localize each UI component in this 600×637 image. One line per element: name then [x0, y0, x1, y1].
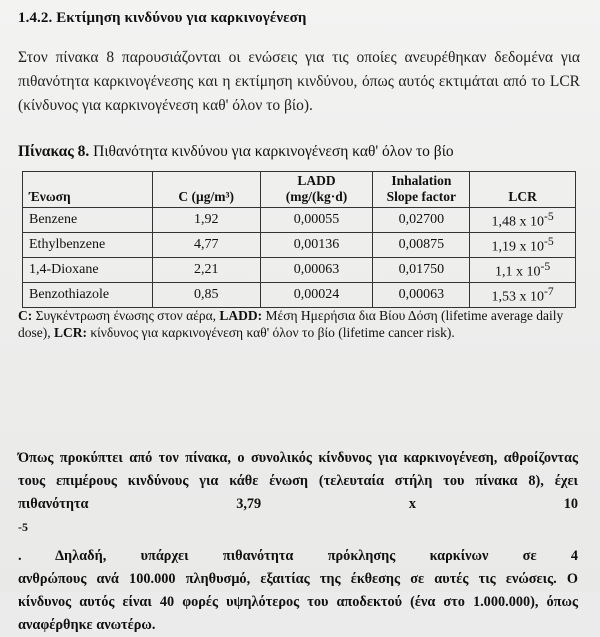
- cell-ladd: 0,00136: [260, 233, 373, 258]
- table-row: [23, 233, 576, 258]
- table-row: [23, 283, 576, 308]
- conclusion-risk-text: πιθανότητα 3,79 x 10: [18, 496, 578, 512]
- conclusion-line: αναφέρθηκε ανωτέρω.: [18, 616, 156, 633]
- cell-lcr: [470, 258, 576, 283]
- lcr-exponent: -5: [540, 259, 551, 273]
- cell-ladd: 0,00063: [260, 258, 373, 283]
- conclusion-line: τους επιμέρους κινδύνους για κάθε ένωση (τελευταία στήλη του πίνακα 8), έχει: [18, 473, 578, 489]
- cell-ladd: 0,00055: [260, 208, 373, 233]
- cell-compound: 1,4-Dioxane: [23, 258, 153, 283]
- table-row: [23, 208, 576, 233]
- cell-slope: 0,00063: [373, 283, 470, 308]
- note-c-label: C:: [18, 308, 33, 323]
- lcr-mantissa: 1,19 x 10: [491, 239, 545, 255]
- cell-lcr: [470, 208, 576, 233]
- conclusion-risk-exponent: -5: [18, 520, 28, 534]
- lcr-exponent: -5: [544, 209, 554, 223]
- cell-c: 2,21: [152, 258, 260, 283]
- cell-slope: 0,02700: [373, 208, 470, 233]
- lcr-exponent: -5: [544, 234, 554, 248]
- cell-c: 0,85: [152, 283, 260, 308]
- cell-compound: Ethylbenzene: [23, 233, 153, 258]
- header-compound: Ένωση: [23, 172, 153, 208]
- lcr-exponent: -7: [544, 284, 554, 298]
- table-caption-number: Πίνακας 8.: [18, 143, 90, 160]
- conclusion-risk-rest: . Δηλαδή, υπάρχει πιθανότητα πρόκλησης καρκίνων σε 4: [18, 547, 578, 564]
- cell-ladd: 0,00024: [260, 283, 373, 308]
- intro-line: πιθανότητα καρκινογένεσης και η εκτίμηση κινδύνου, όπως αυτός εκτιμάται από το LCR: [18, 73, 580, 90]
- table-header-row: [23, 172, 576, 208]
- cell-c: 4,77: [152, 233, 260, 258]
- table-note: [18, 307, 588, 341]
- note-ladd-label: LADD:: [219, 308, 263, 323]
- lcr-mantissa: 1,1 x 10: [495, 264, 541, 280]
- note-lcr-text: κίνδυνος για καρκινογένεση καθ' όλον το βίο (lifetime cancer risk).: [87, 325, 455, 340]
- note-lcr-label: LCR:: [54, 325, 87, 340]
- table-caption: [18, 143, 454, 161]
- note-ladd-text: Μέση Ημερήσια δια Βίου Δόση (lifetime average daily dose),: [18, 308, 564, 340]
- header-lcr: LCR: [470, 172, 576, 208]
- risk-table: [22, 171, 576, 308]
- cell-lcr: [470, 283, 576, 308]
- intro-line: (κίνδυνος για καρκινογένεση καθ' όλον το βίο).: [18, 97, 313, 114]
- cell-compound: Benzothiazole: [23, 283, 153, 308]
- intro-paragraph: [18, 46, 580, 118]
- conclusion-line: Όπως προκύπτει από τον πίνακα, ο συνολικός κίνδυνος για καρκινογένεση, αθροίζοντας: [18, 450, 578, 466]
- cell-compound: Benzene: [23, 208, 153, 233]
- header-slope-line1: Inhalation: [391, 173, 452, 188]
- conclusion-line: [18, 493, 578, 568]
- header-ladd: LADD (mg/(kg·d): [260, 172, 373, 208]
- note-c-text: Συγκέντρωση ένωσης στον αέρα,: [32, 308, 220, 323]
- conclusion-line: κίνδυνος αυτός είναι 40 φορές υψηλότερος του αποδεκτού (ένα στο 1.000.000), όπως: [18, 593, 578, 610]
- cell-slope: 0,00875: [373, 233, 470, 258]
- table-row: [23, 258, 576, 283]
- lcr-mantissa: 1,48 x 10: [491, 214, 545, 230]
- header-slope-line2: Slope factor: [386, 189, 456, 204]
- lcr-mantissa: 1,53 x 10: [491, 289, 545, 305]
- cell-c: 1,92: [152, 208, 260, 233]
- conclusion-line: ανθρώπους ανά 100.000 πληθυσμό, εξαιτίας της έκθεσης σε αυτές τις ενώσεις. Ο: [18, 570, 578, 587]
- header-slope: [373, 172, 470, 208]
- cell-lcr: [470, 233, 576, 258]
- intro-line: Στον πίνακα 8 παρουσιάζονται οι ενώσεις για τις οποίες ανευρέθηκαν δεδομένα για: [18, 49, 580, 66]
- section-heading: 1.4.2. Εκτίμηση κινδύνου για καρκινογένεση: [18, 10, 307, 26]
- table-caption-text: Πιθανότητα κινδύνου για καρκινογένεση καθ' όλον το βίο: [93, 143, 454, 160]
- header-c: C (μg/m³): [152, 172, 260, 208]
- conclusion-paragraph: [18, 447, 578, 637]
- cell-slope: 0,01750: [373, 258, 470, 283]
